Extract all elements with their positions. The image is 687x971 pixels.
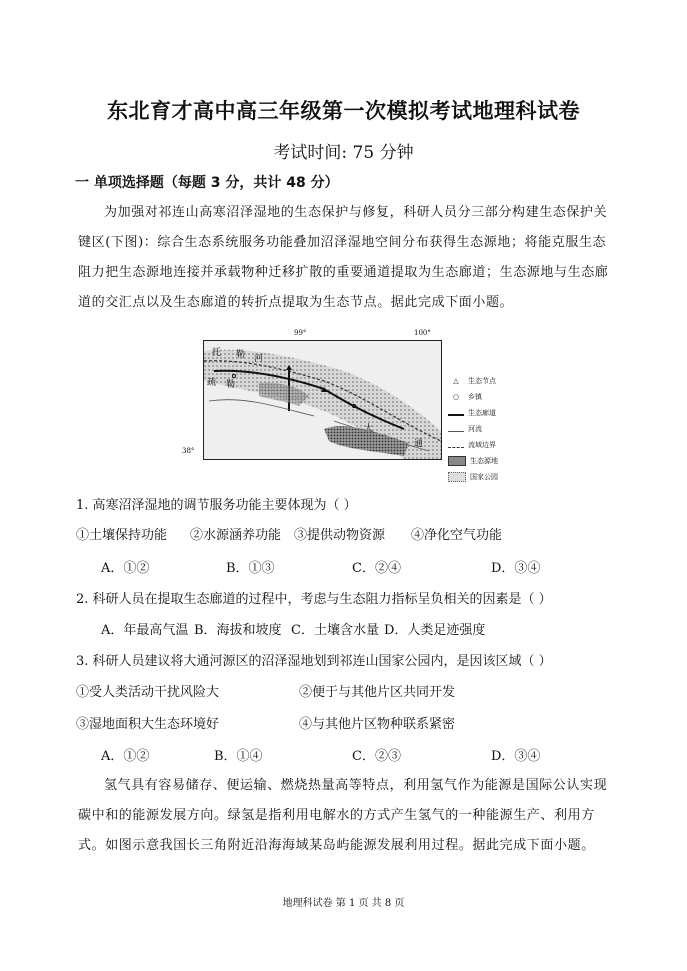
q1-item-3: ③提供动物资源 bbox=[294, 528, 386, 543]
legend-label: 生态源地 bbox=[470, 457, 498, 465]
q3-item-3: ③湿地面积大生态环境好 bbox=[76, 717, 220, 732]
q3-choice-b[interactable]: B．①④ bbox=[214, 749, 263, 764]
q1-choice-a[interactable]: A．①② bbox=[101, 561, 150, 576]
page-footer: 地理科试卷 第 1 页 共 8 页 bbox=[282, 898, 405, 909]
boundary-line-icon bbox=[448, 443, 464, 448]
map-lon-100: 100° bbox=[414, 329, 431, 337]
ecological-map bbox=[203, 340, 442, 460]
legend-source bbox=[448, 453, 498, 469]
q3-choice-a[interactable]: A．①② bbox=[101, 749, 150, 764]
legend-label: 生态节点 bbox=[468, 377, 496, 385]
q3-choice-d[interactable]: D．③④ bbox=[491, 749, 541, 764]
legend-label: 国家公园 bbox=[470, 473, 498, 481]
section-heading: 一 单项选择题（每题 3 分，共计 48 分） bbox=[75, 175, 339, 191]
legend-park bbox=[448, 469, 498, 485]
triangle-icon: △ bbox=[453, 377, 459, 385]
page-title: 东北育才高中高三年级第一次模拟考试地理科试卷 bbox=[107, 99, 580, 123]
corridor-line-icon bbox=[448, 410, 464, 416]
q2-choice-a[interactable]: A．年最高气温 bbox=[101, 623, 189, 638]
map-label-1: 托 bbox=[212, 348, 222, 358]
q2-choice-b[interactable]: B．海拔和坡度 bbox=[194, 623, 282, 638]
legend-label: 流域边界 bbox=[468, 441, 496, 449]
exam-time: 考试时间: 75 分钟 bbox=[273, 143, 414, 163]
question-3-stem: 3. 科研人员建议将大通河源区的沼泽湿地划到祁连山国家公园内，是因该区域（ ） bbox=[76, 654, 552, 669]
passage-2: 氢气具有容易储存、便运输、燃烧热量高等特点，利用氢气作为能源是国际公认实现碳中和的能源发展方向。绿氢是指利用电解水的方式产生氢气的一种能源生产、利用方式。如图示意我国长三角附近沿海海域某岛屿能源发展利用过程。据此完成下面小题。 bbox=[78, 778, 608, 853]
legend-eco-node bbox=[448, 373, 498, 389]
q1-item-1: ①土壤保持功能 bbox=[76, 528, 168, 543]
q3-item-2: ②便于与其他片区共同开发 bbox=[299, 685, 456, 700]
map-label-6: 大 bbox=[364, 424, 374, 434]
q3-choice-c[interactable]: C．②③ bbox=[352, 749, 401, 764]
legend-corridor bbox=[448, 405, 498, 421]
legend-label: 乡镇 bbox=[468, 393, 482, 401]
q2-choice-d[interactable]: D．人类足迹强度 bbox=[384, 623, 486, 638]
map-label-2: 勒 bbox=[236, 350, 246, 360]
q1-item-4: ④净化空气功能 bbox=[411, 528, 503, 543]
passage-1: 为加强对祁连山高寒沼泽湿地的生态保护与修复，科研人员分三部分构建生态保护关键区(下图)：综合生态系统服务功能叠加沼泽湿地空间分布获得生态源地；将能克服生态阻力把生态源地连接并承载物种迁移扩散的重要通道提取为生态廊道；生态源地与生态廊道的交汇点以及生态廊道的转折点提取为生态节点。据此完成下面小题。 bbox=[78, 205, 609, 310]
map-label-7: 通 bbox=[414, 439, 424, 449]
q2-choice-c[interactable]: C．土壤含水量 bbox=[291, 623, 379, 638]
q1-choice-b[interactable]: B．①③ bbox=[226, 561, 275, 576]
map-lat-38: 38° bbox=[182, 447, 195, 455]
q1-item-2: ②水源涵养功能 bbox=[190, 528, 282, 543]
map-lon-99: 99° bbox=[294, 329, 307, 337]
q1-choice-d[interactable]: D．③④ bbox=[491, 561, 541, 576]
legend-label: 河流 bbox=[468, 425, 482, 433]
river-line-icon bbox=[448, 427, 464, 432]
question-2-stem: 2. 科研人员在提取生态廊道的过程中，考虑与生态阻力指标呈负相关的因素是（ ） bbox=[76, 592, 552, 607]
q3-item-1: ①受人类活动干扰风险大 bbox=[76, 685, 220, 700]
legend-town bbox=[448, 389, 498, 405]
circle-icon: ○ bbox=[452, 393, 460, 401]
legend-river bbox=[448, 421, 498, 437]
map-label-5: 勒 bbox=[226, 380, 236, 390]
map-legend bbox=[448, 373, 498, 485]
map-label-4: 疏 bbox=[207, 378, 217, 388]
source-area-icon bbox=[448, 456, 466, 466]
legend-boundary bbox=[448, 437, 498, 453]
map-label-3: 河 bbox=[254, 354, 264, 364]
park-area-icon bbox=[448, 472, 466, 482]
legend-label: 生态廊道 bbox=[468, 409, 496, 417]
q3-item-4: ④与其他片区物种联系紧密 bbox=[299, 717, 456, 732]
q1-choice-c[interactable]: C．②④ bbox=[352, 561, 401, 576]
question-1-stem: 1. 高寒沼泽湿地的调节服务功能主要体现为（ ） bbox=[76, 498, 357, 513]
map-drawing bbox=[204, 341, 441, 459]
